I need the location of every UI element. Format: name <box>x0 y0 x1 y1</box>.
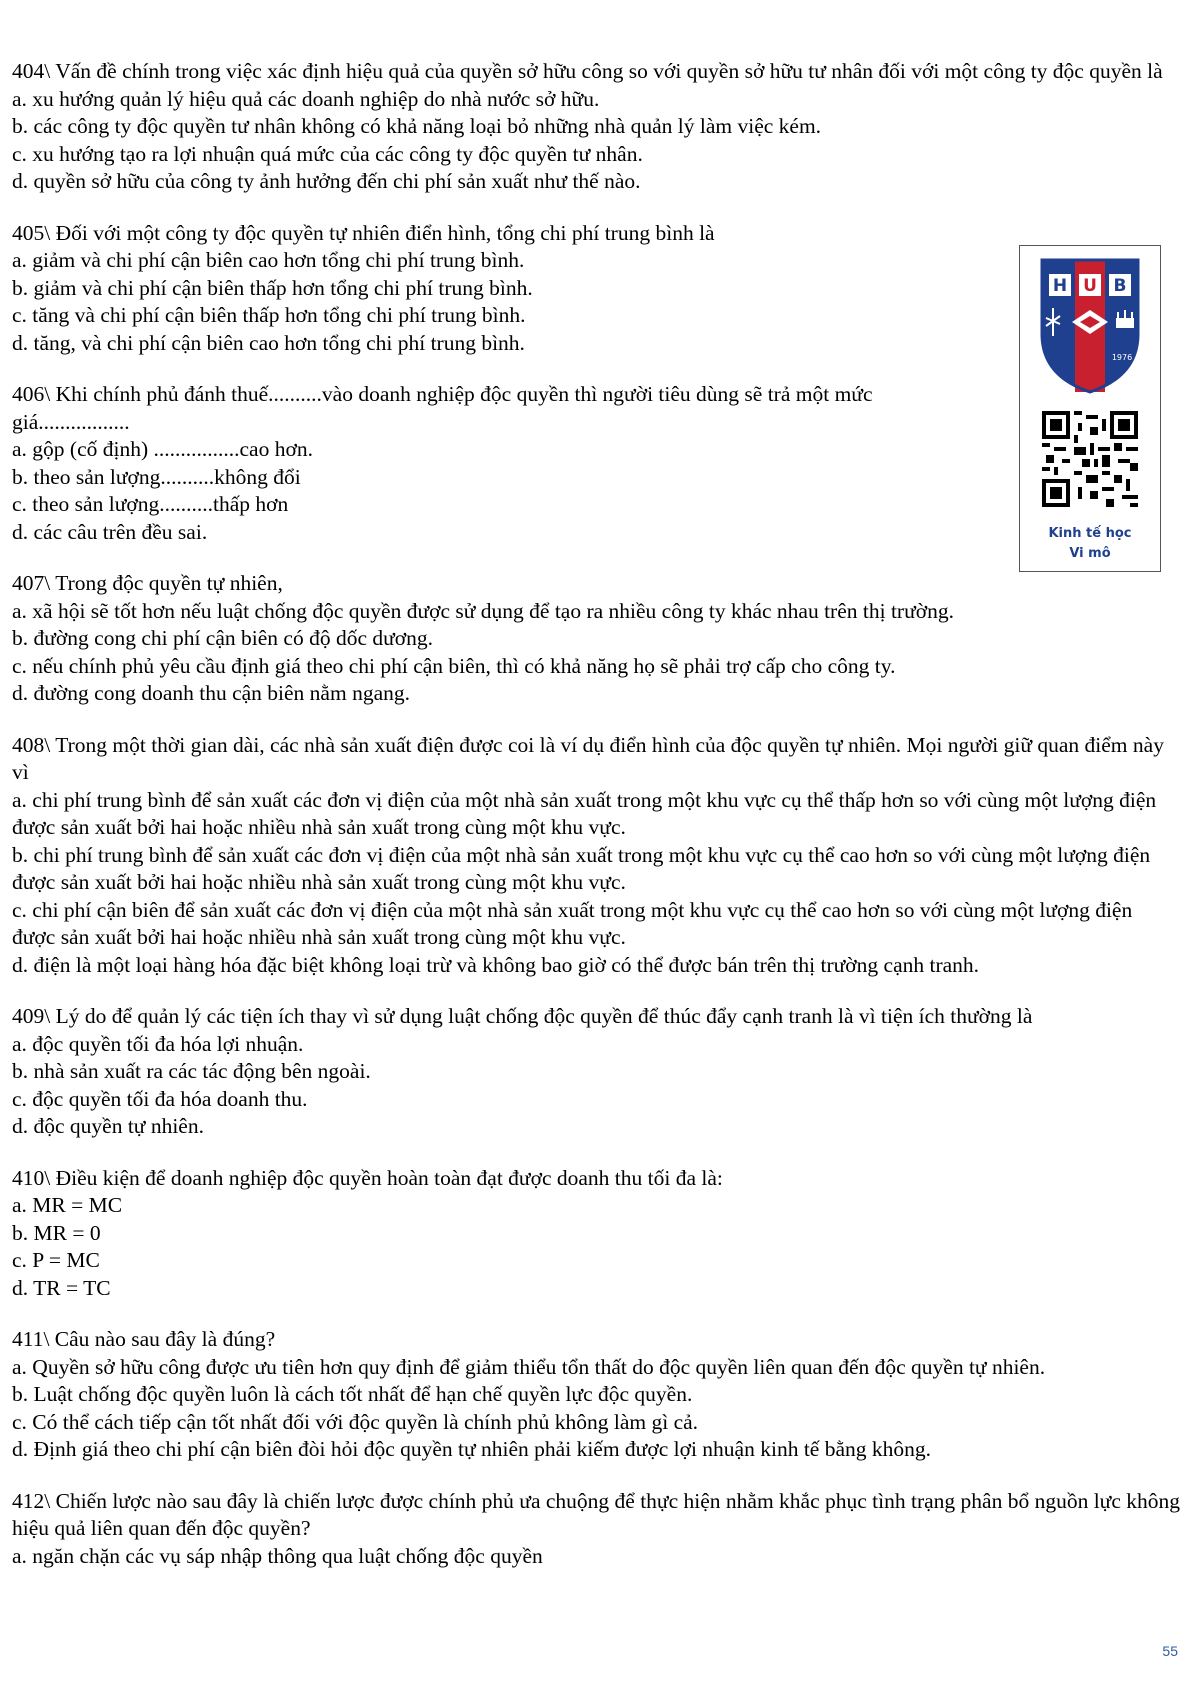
question-409-option-c: c. độc quyền tối đa hóa doanh thu. <box>12 1086 308 1111</box>
question-404-option-d: d. quyền sở hữu của công ty ảnh hưởng đến chi phí sản xuất như thế nào. <box>12 169 641 193</box>
question-407-option-a: a. xã hội sẽ tốt hơn nếu luật chống độc quyền được sử dụng để tạo ra nhiều công ty khác nhau trên thị trường. <box>12 598 954 623</box>
question-410-option-a: a. MR = MC <box>12 1193 123 1217</box>
question-411-option-d: d. Định giá theo chi phí cận biên đòi hỏi độc quyền tự nhiên phải kiếm được lợi nhuận kinh tế bằng không. <box>12 1437 932 1461</box>
question-404-option-c: c. xu hướng tạo ra lợi nhuận quá mức của các công ty độc quyền tư nhân. <box>12 141 643 166</box>
qr-code-icon <box>1042 411 1138 507</box>
question-411-stem: 411\ Câu nào sau đây là đúng? <box>12 1327 276 1351</box>
question-406-option-b: b. theo sản lượng..........không đổi <box>12 464 301 489</box>
question-412 <box>12 1488 1180 1571</box>
question-406-option-a: a. gộp (cố định) ................cao hơn. <box>12 437 313 461</box>
question-405-option-c: c. tăng và chi phí cận biên thấp hơn tổng chi phí trung bình. <box>12 303 526 327</box>
question-405 <box>12 220 1180 358</box>
question-406-stem: 406\ Khi chính phủ đánh thuế..........vào doanh nghiệp độc quyền thì người tiêu dùng sẽ trả một mức giá................. <box>12 382 873 434</box>
question-407-option-b: b. đường cong chi phí cận biên có độ dốc dương. <box>12 626 434 650</box>
logo-letter-h: H <box>1052 276 1068 296</box>
question-408 <box>12 732 1180 980</box>
hub-logo-card <box>1019 245 1161 572</box>
logo-letter-b: B <box>1113 276 1127 296</box>
question-410-stem: 410\ Điều kiện để doanh nghiệp độc quyền hoàn toàn đạt được doanh thu tối đa là: <box>12 1165 723 1190</box>
question-408-option-c: c. chi phí cận biên để sản xuất các đơn vị điện của một nhà sản xuất trong một khu vực cụ thể cao hơn so với cùng một lượng điện được sản xuất bởi hai hoặc nhiều nhà sản xuất trong cùng một khu vực. <box>12 897 1133 949</box>
question-406 <box>12 381 1180 546</box>
question-409 <box>12 1003 1180 1141</box>
question-405-option-b: b. giảm và chi phí cận biên thấp hơn tổng chi phí trung bình. <box>12 275 533 300</box>
question-406-option-d: d. các câu trên đều sai. <box>12 519 208 544</box>
question-408-option-d: d. điện là một loại hàng hóa đặc biệt không loại trừ và không bao giờ có thể được bán trên thị trường cạnh tranh. <box>12 952 980 977</box>
question-404 <box>12 58 1180 196</box>
question-405-stem: 405\ Đối với một công ty độc quyền tự nhiên điển hình, tổng chi phí trung bình là <box>12 220 715 245</box>
question-406-option-c: c. theo sản lượng..........thấp hơn <box>12 492 289 516</box>
question-404-option-a: a. xu hướng quản lý hiệu quả các doanh nghiệp do nhà nước sở hữu. <box>12 86 600 111</box>
question-405-option-d: d. tăng, và chi phí cận biên cao hơn tổng chi phí trung bình. <box>12 330 525 355</box>
question-411 <box>12 1326 1180 1464</box>
logo-caption-line1: Kinh tế học <box>1048 526 1132 541</box>
question-412-stem: 412\ Chiến lược nào sau đây là chiến lược được chính phủ ưa chuộng để thực hiện nhằm khắc phục tình trạng phân bổ nguồn lực không hiệu quả liên quan đến độc quyền? <box>12 1488 1181 1540</box>
logo-caption-line2: Vi mô <box>1069 546 1111 561</box>
question-408-stem: 408\ Trong một thời gian dài, các nhà sản xuất điện được coi là ví dụ điển hình của độc quyền tự nhiên. Mọi người giữ quan điểm này vì <box>12 732 1164 784</box>
question-412-option-a: a. ngăn chặn các vụ sáp nhập thông qua luật chống độc quyền <box>12 1543 543 1568</box>
question-408-option-b: b. chi phí trung bình để sản xuất các đơn vị điện của một nhà sản xuất trong một khu vực cụ thể cao hơn so với cùng một lượng điện được sản xuất bởi hai hoặc nhiều nhà sản xuất trong cùng một khu vực. <box>12 842 1151 894</box>
question-407 <box>12 570 1180 708</box>
logo-year: 1976 <box>1111 353 1133 362</box>
question-408-option-a: a. chi phí trung bình để sản xuất các đơn vị điện của một nhà sản xuất trong một khu vực cụ thể thấp hơn so với cùng một lượng điện được sản xuất bởi hai hoặc nhiều nhà sản xuất trong cùng một khu vực. <box>12 787 1157 839</box>
question-407-option-c: c. nếu chính phủ yêu cầu định giá theo chi phí cận biên, thì có khả năng họ sẽ phải trợ cấp cho công ty. <box>12 653 896 678</box>
document-body <box>12 58 1180 1594</box>
question-405-option-a: a. giảm và chi phí cận biên cao hơn tổng chi phí trung bình. <box>12 248 525 272</box>
question-411-option-b: b. Luật chống độc quyền luôn là cách tốt nhất để hạn chế quyền lực độc quyền. <box>12 1382 693 1406</box>
page-number: 55 <box>1162 1643 1178 1659</box>
question-407-option-d: d. đường cong doanh thu cận biên nằm ngang. <box>12 681 410 705</box>
hub-shield-logo <box>1038 256 1142 396</box>
question-411-option-c: c. Có thể cách tiếp cận tốt nhất đối với độc quyền là chính phủ không làm gì cả. <box>12 1409 699 1434</box>
question-409-stem: 409\ Lý do để quản lý các tiện ích thay vì sử dụng luật chống độc quyền để thúc đẩy cạnh tranh là vì tiện ích thường là <box>12 1004 1033 1028</box>
question-404-option-b: b. các công ty độc quyền tư nhân không có khả năng loại bỏ những nhà quản lý làm việc kém. <box>12 114 822 138</box>
question-407-stem: 407\ Trong độc quyền tự nhiên, <box>12 571 283 595</box>
question-410-option-b: b. MR = 0 <box>12 1220 101 1245</box>
question-410-option-c: c. P = MC <box>12 1248 100 1272</box>
question-409-option-d: d. độc quyền tự nhiên. <box>12 1114 204 1138</box>
question-409-option-a: a. độc quyền tối đa hóa lợi nhuận. <box>12 1031 304 1056</box>
logo-letter-u: U <box>1083 276 1097 296</box>
question-404-stem: 404\ Vấn đề chính trong việc xác định hiệu quả của quyền sở hữu công so với quyền sở hữu tư nhân đối với một công ty độc quyền là <box>12 59 1163 83</box>
question-410-option-d: d. TR = TC <box>12 1275 111 1300</box>
question-410 <box>12 1165 1180 1303</box>
question-411-option-a: a. Quyền sở hữu công được ưu tiên hơn quy định để giảm thiểu tổn thất do độc quyền liên quan đến độc quyền tự nhiên. <box>12 1354 1046 1379</box>
question-409-option-b: b. nhà sản xuất ra các tác động bên ngoài. <box>12 1059 371 1083</box>
